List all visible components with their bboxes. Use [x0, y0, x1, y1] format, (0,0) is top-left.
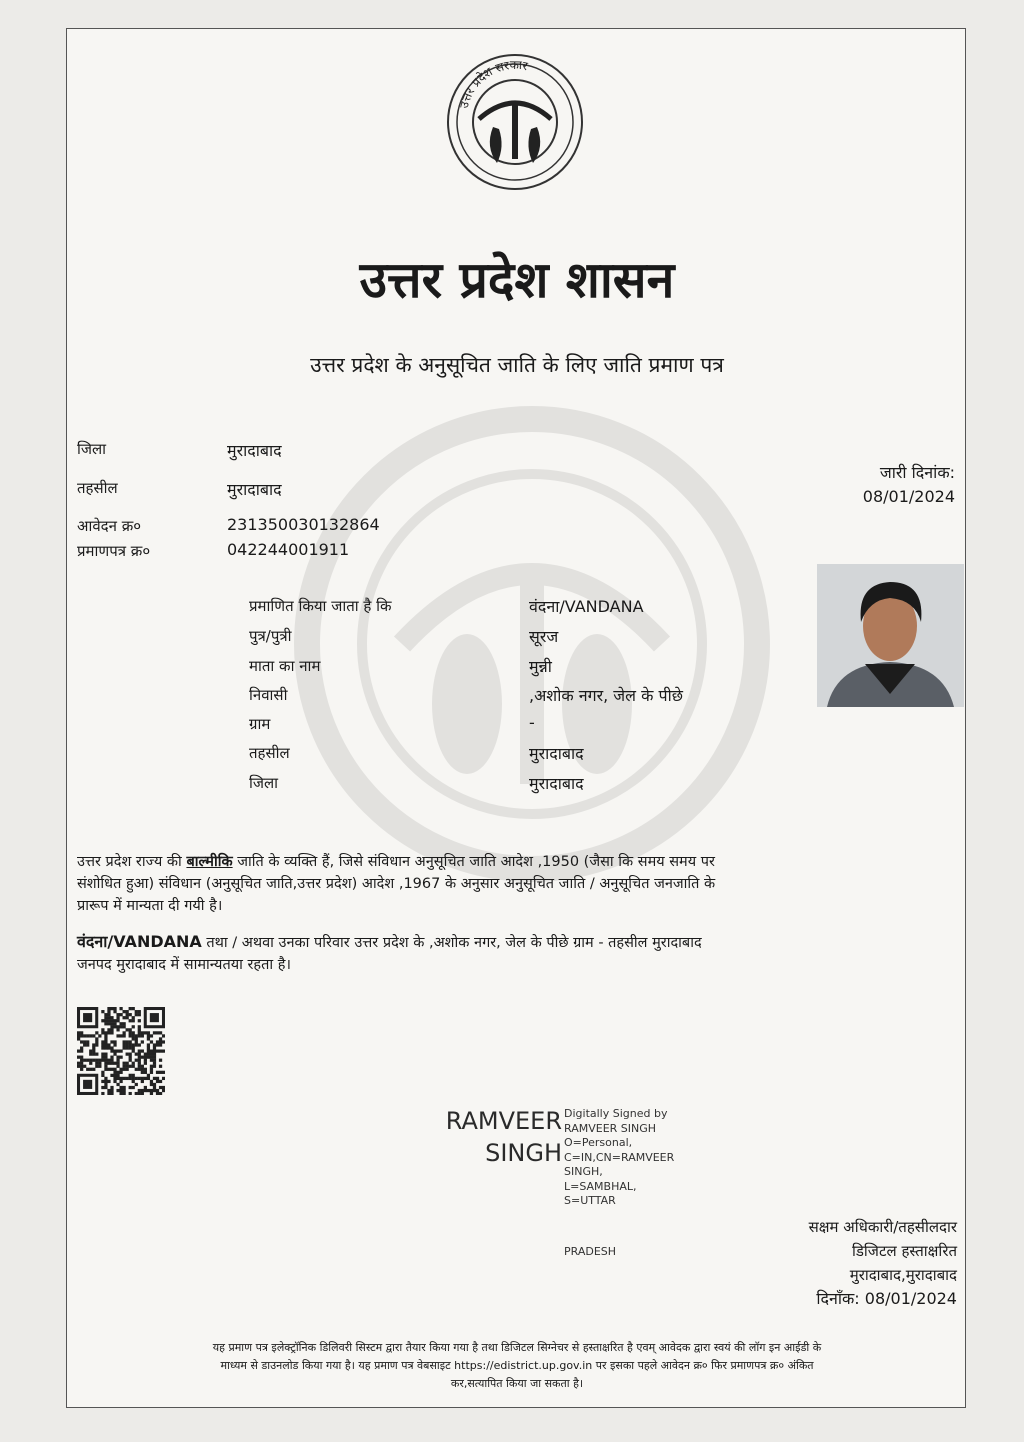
- resident-value: ,अशोक नगर, जेल के पीछे: [529, 686, 683, 705]
- son-daughter-label: पुत्र/पुत्री: [249, 627, 292, 645]
- caste-statement-paragraph: [77, 851, 957, 917]
- person-tehsil-label: तहसील: [249, 744, 290, 762]
- signature-detail-line: O=Personal,: [564, 1136, 633, 1149]
- officer-location: मुरादाबाद,मुरादाबाद: [849, 1266, 957, 1284]
- signature-detail-line: RAMVEER SINGH: [564, 1121, 657, 1135]
- certificate-number-value: 042244001911: [227, 540, 350, 559]
- person-district-label: जिला: [249, 774, 279, 792]
- resident-label: निवासी: [249, 686, 288, 704]
- caste-statement-prefix: उत्तर प्रदेश राज्य की: [77, 854, 187, 870]
- mother-name-label: माता का नाम: [249, 657, 321, 675]
- applicant-photo: [817, 564, 964, 707]
- village-label: ग्राम: [249, 715, 271, 733]
- verification-footer: [77, 1339, 957, 1393]
- up-government-emblem: [445, 47, 585, 197]
- certified-name-value: वंदना/VANDANA: [529, 597, 644, 616]
- signer-name: [407, 1105, 562, 1169]
- caste-statement-line-1: [77, 851, 957, 873]
- signature-detail-line: L=SAMBHAL,: [564, 1179, 637, 1193]
- residence-statement-line-1: [77, 931, 957, 954]
- certificate-sheet: [66, 28, 966, 1408]
- officer-block: [667, 1215, 957, 1311]
- application-number-value: 231350030132864: [227, 515, 380, 534]
- certificate-subtitle: उत्तर प्रदेश के अनुसूचित जाति के लिए जाति प्रमाण पत्र: [310, 353, 724, 377]
- officer-designation: सक्षम अधिकारी/तहसीलदार: [808, 1218, 957, 1236]
- father-name-value: सूरज: [529, 627, 559, 646]
- officer-date: दिनाँक: 08/01/2024: [816, 1289, 957, 1308]
- signer-name-line-2: SINGH: [485, 1139, 562, 1167]
- person-district-value: मुरादाबाद: [529, 774, 584, 793]
- issue-date-value: 08/01/2024: [862, 487, 955, 506]
- page-title: उत्तर प्रदेश शासन: [359, 251, 675, 309]
- tehsil-value: मुरादाबाद: [227, 480, 282, 499]
- qr-code: [77, 1007, 165, 1095]
- district-label: जिला: [77, 440, 107, 458]
- residence-statement-line-2: जनपद मुरादाबाद में सामान्यतया रहता है।: [77, 957, 291, 973]
- officer-digital-signed: डिजिटल हस्ताक्षरित: [852, 1242, 957, 1260]
- person-tehsil-value: मुरादाबाद: [529, 744, 584, 763]
- emblem-text: उत्तर प्रदेश सरकार: [456, 57, 529, 110]
- caste-statement-line-3: प्रारूप में मान्यता दी गयी है।: [77, 898, 223, 914]
- district-value: मुरादाबाद: [227, 441, 282, 460]
- person-portrait-icon: [817, 564, 964, 707]
- caste-statement-line-1-text: जाति के व्यक्ति हैं, जिसे संविधान अनुसूचित जाति आदेश ,1950 (जैसा कि समय समय पर: [232, 854, 715, 870]
- caste-name: बाल्मीकि: [186, 854, 233, 870]
- application-number-label: आवेदन क्र०: [77, 517, 142, 535]
- signature-state: PRADESH: [564, 1245, 617, 1258]
- signature-detail-line: SINGH,: [564, 1165, 603, 1178]
- certified-that-label: प्रमाणित किया जाता है कि: [249, 597, 392, 615]
- signer-name-line-1: RAMVEER: [445, 1107, 562, 1135]
- residence-statement-line-1-text: तथा / अथवा उनका परिवार उत्तर प्रदेश के ,अशोक नगर, जेल के पीछे ग्राम - तहसील मुरादाबाद: [201, 935, 702, 951]
- caste-statement-line-2: संशोधित हुआ) संविधान (अनुसूचित जाति,उत्तर प्रदेश) आदेश ,1967 के अनुसार अनुसूचित जाति / अनुसूचित जनजाति के: [77, 876, 716, 892]
- issue-date-block: [863, 461, 955, 509]
- residence-holder-name: वंदना/VANDANA: [77, 932, 202, 951]
- digital-signature-details: [564, 1107, 714, 1209]
- mother-name-value: मुन्नी: [529, 657, 552, 676]
- footer-line-2: माध्यम से डाउनलोड किया गया है। यह प्रमाण पत्र वेबसाइट https://edistrict.up.gov.in पर इसका पहले आवेदन क्र० फिर प्रमाणपत्र क्र० अंकित: [220, 1359, 814, 1372]
- residence-statement-paragraph: [77, 931, 957, 976]
- issue-date-label: जारी दिनांक:: [879, 463, 955, 482]
- footer-line-1: यह प्रमाण पत्र इलेक्ट्रॉनिक डिलिवरी सिस्टम द्वारा तैयार किया गया है तथा डिजिटल सिग्नेचर से हस्ताक्षरित है एवम् आवेदक द्वारा स्वयं की लॉग इन आईडी के: [212, 1341, 822, 1354]
- tehsil-label: तहसील: [77, 479, 118, 497]
- signature-detail-line: C=IN,CN=RAMVEER: [564, 1150, 675, 1164]
- village-value: -: [529, 713, 535, 732]
- certificate-number-label: प्रमाणपत्र क्र०: [77, 542, 151, 560]
- signature-detail-line: Digitally Signed by: [564, 1107, 668, 1120]
- footer-line-3: कर,सत्यापित किया जा सकता है।: [450, 1377, 584, 1390]
- signature-detail-line: S=UTTAR: [564, 1194, 616, 1207]
